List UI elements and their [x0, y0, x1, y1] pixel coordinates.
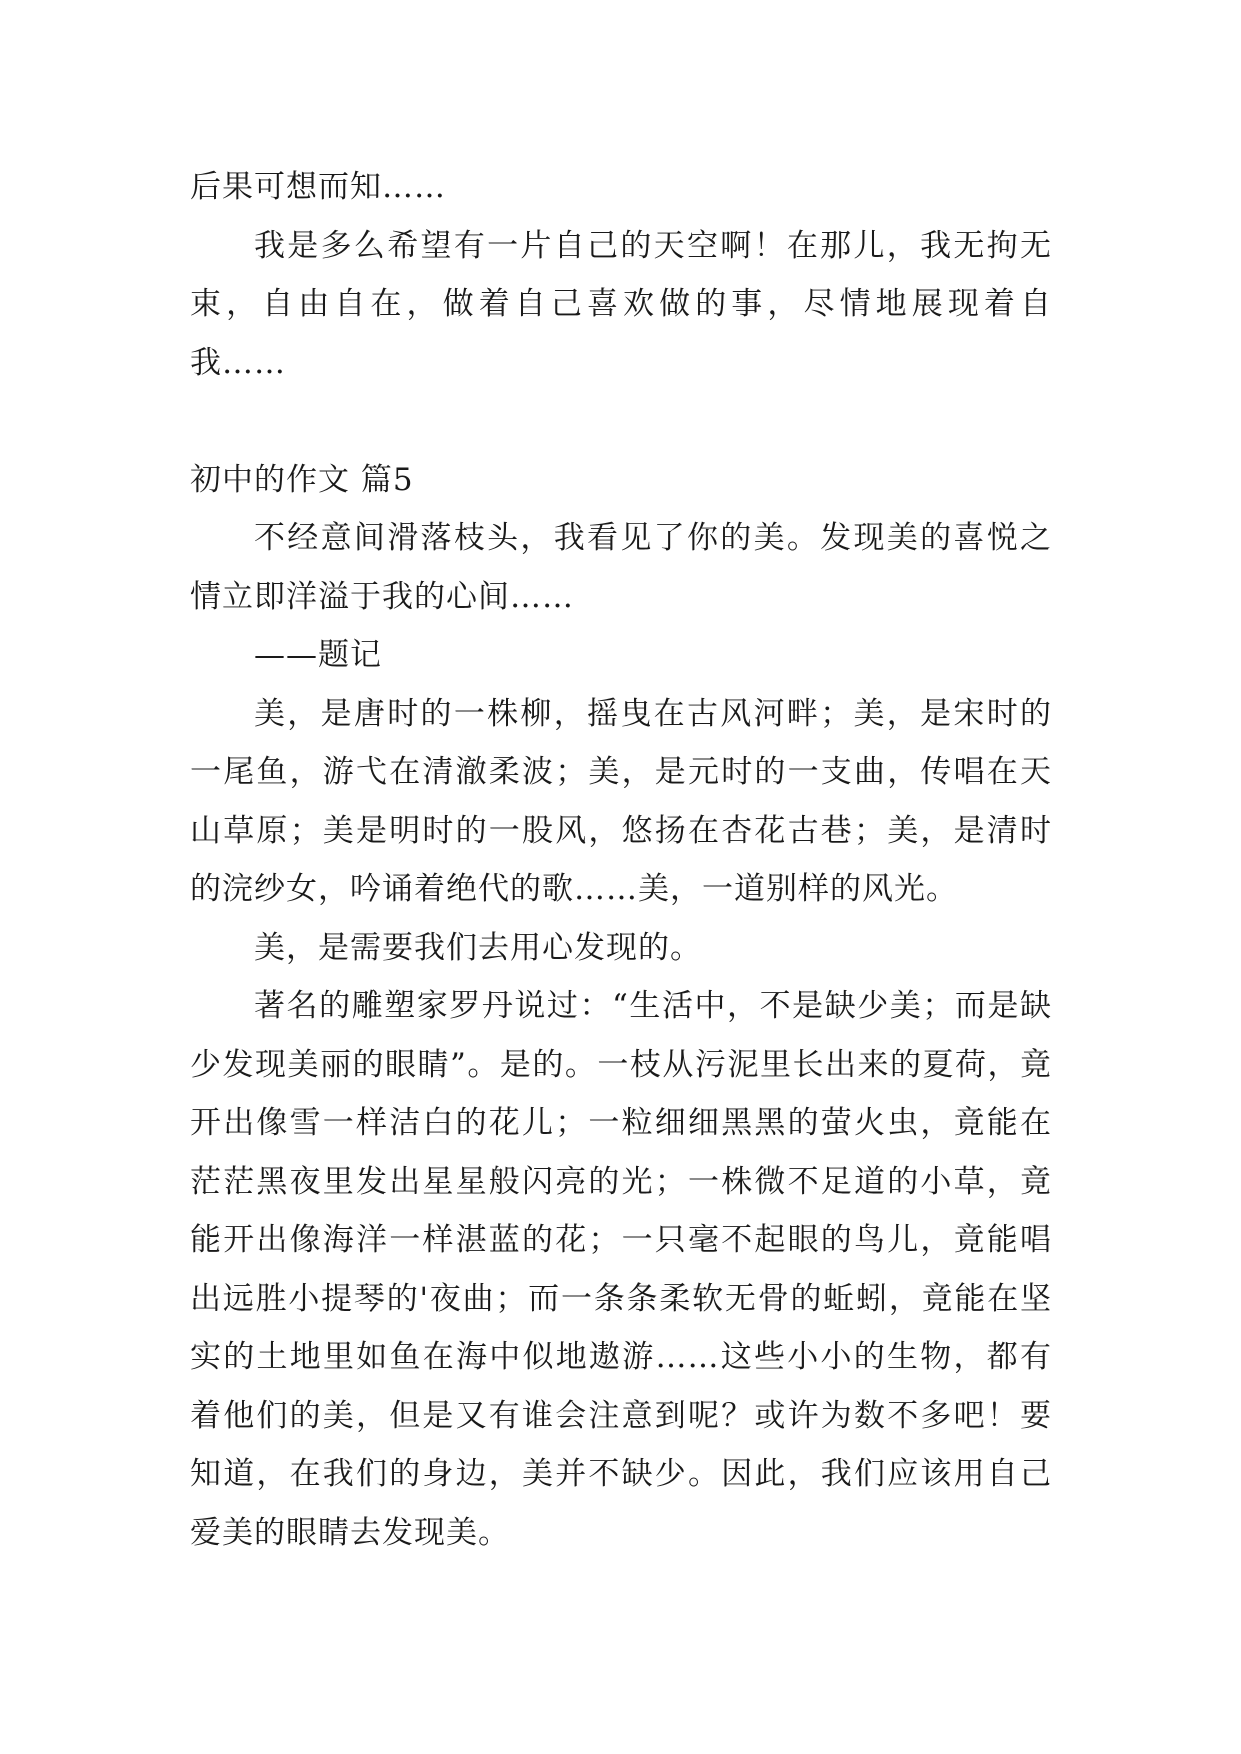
paragraph-beauty-dynasties: 美，是唐时的一株柳，摇曳在古风河畔；美，是宋时的一尾鱼，游弋在清澈柔波；美，是元时的一支曲，传唱在天山草原；美是明时的一股风，悠扬在杏花古巷；美，是清时的浣纱女，吟诵着绝代的歌……美，一道别样的风光。 [190, 695, 1052, 907]
document-body [190, 158, 1052, 1562]
paragraph-discover-beauty: 美，是需要我们去用心发现的。 [254, 929, 702, 966]
paragraph-rodin-quote: 著名的雕塑家罗丹说过：“生活中，不是缺少美；而是缺少发现美丽的眼睛”。是的。一枝从污泥里长出来的夏荷，竟开出像雪一样洁白的花儿；一粒细细黑黑的萤火虫，竟能在茫茫黑夜里发出星星般闪亮的光；一株微不足道的小草，竟能开出像海洋一样湛蓝的花；一只毫不起眼的鸟儿，竟能唱出远胜小提琴的'夜曲；而一条条柔软无骨的蚯蚓，竟能在坚实的土地里如鱼在海中似地遨游……这些小小的生物，都有着他们的美，但是又有谁会注意到呢？或许为数不多吧！要知道，在我们的身边，美并不缺少。因此，我们应该用自己爱美的眼睛去发现美。 [190, 988, 1052, 1551]
paragraph-epigraph: ——题记 [254, 637, 382, 673]
paragraph-sky-wish: 我是多么希望有一片自己的天空啊！在那儿，我无拘无束，自由自在，做着自己喜欢做的事，尽情地展现着自我…… [190, 227, 1052, 381]
section-title: 初中的作文 篇5 [190, 461, 414, 498]
paragraph-continuation: 后果可想而知…… [190, 169, 446, 205]
paragraph-intro: 不经意间滑落枝头，我看见了你的美。发现美的喜悦之情立即洋溢于我的心间…… [190, 520, 1052, 615]
